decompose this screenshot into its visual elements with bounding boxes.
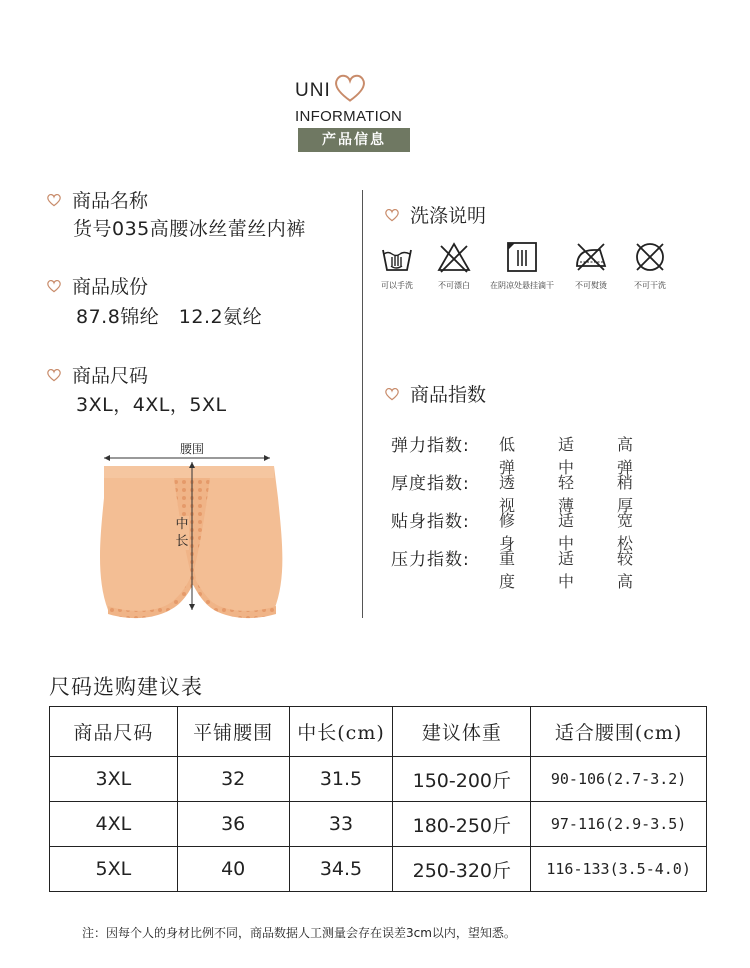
table-cell: 90-106(2.7-3.2)	[531, 757, 707, 802]
table-header-cell: 建议体重	[393, 707, 531, 757]
index-option: 重度	[499, 549, 516, 591]
care-caption: 不可干洗	[634, 281, 666, 290]
logo-uni-text: UNI	[295, 80, 331, 101]
index-row-thickness	[391, 469, 634, 515]
index-option: 轻薄	[558, 473, 575, 515]
table-cell: 33	[289, 802, 393, 847]
section-size-label: 商品尺码	[72, 365, 149, 387]
index-row-pressure	[391, 545, 634, 591]
product-info-badge: 产品信息	[298, 128, 410, 152]
heart-icon	[332, 70, 368, 106]
size-table-title: 尺码选购建议表	[49, 675, 203, 699]
index-option: 适中	[558, 511, 575, 553]
heart-icon	[46, 192, 62, 208]
section-name-heading	[46, 186, 148, 213]
index-option: 适中	[558, 435, 575, 477]
table-cell: 250-320斤	[393, 847, 531, 892]
table-header-cell: 平铺腰围	[177, 707, 289, 757]
shade-dry-icon	[505, 240, 539, 276]
size-value: 3XL，4XL，5XL	[76, 394, 227, 416]
index-option: 低弹	[499, 435, 516, 477]
measurement-note: 注：因每个人的身材比例不同，商品数据人工测量会存在误差3cm以内，望知悉。	[82, 926, 516, 940]
table-cell: 40	[177, 847, 289, 892]
section-name-label: 商品名称	[72, 190, 149, 212]
care-caption: 可以手洗	[381, 281, 413, 290]
index-option: 适中	[558, 549, 575, 591]
table-cell: 34.5	[289, 847, 393, 892]
section-size-heading	[46, 361, 148, 388]
section-washing-heading	[384, 201, 486, 228]
waist-label: 腰围	[180, 442, 205, 456]
table-cell: 3XL	[50, 757, 178, 802]
size-table	[49, 706, 707, 892]
no-tumble-dry-icon	[633, 240, 667, 276]
index-label: 压力指数:	[391, 550, 470, 570]
section-index-heading	[384, 380, 486, 407]
size-table-header-row	[50, 707, 707, 757]
section-composition-label: 商品成份	[72, 276, 149, 298]
table-cell: 116-133(3.5-4.0)	[531, 847, 707, 892]
section-index-label: 商品指数	[410, 384, 487, 406]
table-header-cell: 中长(cm)	[289, 707, 393, 757]
table-row	[50, 802, 707, 847]
index-option: 宽松	[617, 511, 634, 553]
table-cell: 4XL	[50, 802, 178, 847]
care-caption: 不可熨烫	[575, 281, 607, 290]
index-option: 高弹	[617, 435, 634, 477]
care-caption: 在阴凉处悬挂滴干	[490, 281, 554, 290]
logo-information-text: INFORMATION	[295, 108, 403, 125]
composition-value: 87.8锦纶 12.2氨纶	[76, 306, 263, 328]
index-row-fit	[391, 507, 634, 553]
index-row-elasticity	[391, 431, 634, 477]
index-label: 贴身指数:	[391, 512, 470, 532]
garment-illustration	[92, 438, 292, 623]
table-cell: 36	[177, 802, 289, 847]
table-cell: 32	[177, 757, 289, 802]
heart-icon	[384, 386, 400, 402]
table-cell: 150-200斤	[393, 757, 531, 802]
index-option: 透视	[499, 473, 516, 515]
table-cell: 97-116(2.9-3.5)	[531, 802, 707, 847]
table-cell: 5XL	[50, 847, 178, 892]
table-cell: 180-250斤	[393, 802, 531, 847]
care-no-bleach	[419, 240, 489, 291]
care-shade-dry	[487, 240, 557, 291]
no-iron-icon	[574, 240, 608, 276]
section-washing-label: 洗涤说明	[410, 205, 487, 227]
index-option: 较高	[617, 549, 634, 591]
index-label: 弹力指数:	[391, 436, 470, 456]
table-header-cell: 适合腰围(cm)	[531, 707, 707, 757]
length-label: 中长	[175, 517, 189, 549]
care-caption: 不可漂白	[438, 281, 470, 290]
care-no-dry-clean	[615, 240, 685, 291]
product-name-value: 货号035高腰冰丝蕾丝内裤	[73, 218, 306, 240]
table-row	[50, 757, 707, 802]
index-label: 厚度指数:	[391, 474, 470, 494]
heart-icon	[46, 367, 62, 383]
no-bleach-icon	[437, 240, 471, 276]
index-option: 修身	[499, 511, 516, 553]
section-composition-heading	[46, 272, 148, 299]
heart-icon	[384, 207, 400, 223]
index-option: 稍厚	[617, 473, 634, 515]
table-cell: 31.5	[289, 757, 393, 802]
table-row	[50, 847, 707, 892]
table-header-cell: 商品尺码	[50, 707, 178, 757]
heart-icon	[46, 278, 62, 294]
hand-wash-icon	[380, 240, 414, 276]
